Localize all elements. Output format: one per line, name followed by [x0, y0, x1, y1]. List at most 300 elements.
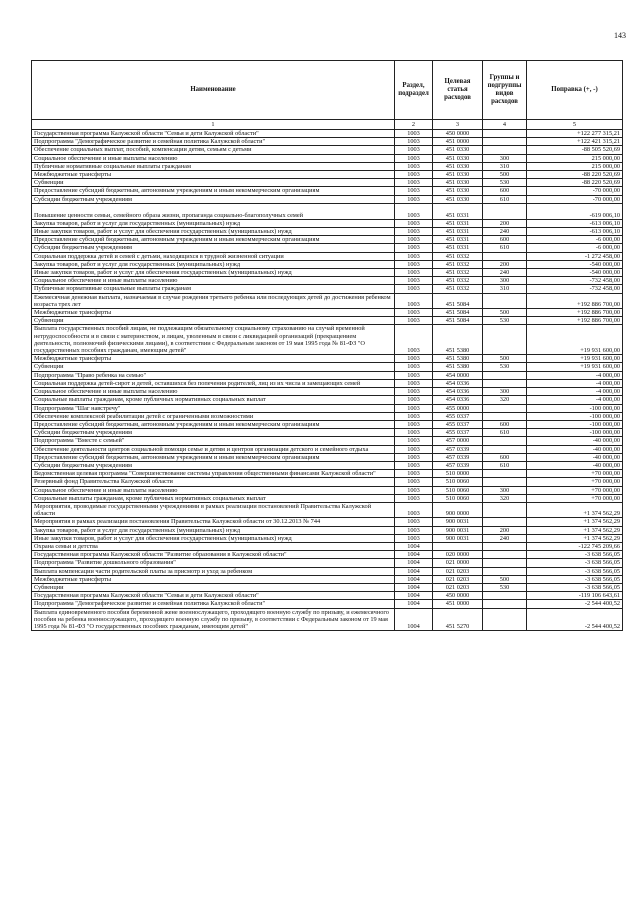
- row-name-cell: Выплата компенсации части родительской платы за присмотр и уход за ребенком: [32, 567, 395, 575]
- row-amount-cell: +1 374 562,29: [527, 534, 623, 542]
- row-name-cell: Резервный фонд Правительства Калужской области: [32, 478, 395, 486]
- row-section-cell: 1003: [395, 429, 433, 437]
- table-row: [32, 486, 623, 494]
- row-target-cell: 510 0060: [433, 478, 483, 486]
- row-name-cell: Подпрограмма "Демографическое развитие и семейная политика Калужской области": [32, 138, 395, 146]
- row-target-cell: 451 0330: [433, 154, 483, 162]
- table-row: [32, 325, 623, 355]
- row-group-cell: 600: [483, 420, 527, 428]
- header-number: 3: [433, 120, 483, 130]
- table-row: [32, 542, 623, 550]
- row-amount-cell: -732 458,00: [527, 277, 623, 285]
- row-name-cell: Социальное обеспечение и иные выплаты населению: [32, 486, 395, 494]
- row-section-cell: 1003: [395, 236, 433, 244]
- row-name-cell: Выплата единовременного пособия беременной жене военнослужащего, проходящего военную службу по призыву, и ежемесячного пособия на ребенка военнослужащего, проходящего военную службу по призыву, в соответствии с Федеральным законом от 19 мая 1995 года № 81-ФЗ "О государственных пособиях гражданам, имеющим детей": [32, 608, 395, 631]
- row-amount-cell: -3 638 566,05: [527, 575, 623, 583]
- row-name-cell: Предоставление субсидий бюджетным, автономным учреждениям и иным некоммерческим организациям: [32, 420, 395, 428]
- row-section-cell: 1003: [395, 502, 433, 517]
- row-section-cell: 1003: [395, 228, 433, 236]
- row-amount-cell: -4 000,00: [527, 371, 623, 379]
- row-amount-cell: -540 000,00: [527, 269, 623, 277]
- table-row: [32, 437, 623, 445]
- row-target-cell: 451 0332: [433, 285, 483, 293]
- row-name-cell: Субвенции: [32, 317, 395, 325]
- table-row: [32, 551, 623, 559]
- row-section-cell: 1004: [395, 567, 433, 575]
- row-name-cell: Ведомственная целевая программа "Совершенствование системы управления общественными финансами Калужской области": [32, 470, 395, 478]
- row-group-cell: [483, 203, 527, 219]
- row-amount-cell: +192 886 700,00: [527, 317, 623, 325]
- table-row: [32, 478, 623, 486]
- header-amount: Поправка (+, -): [527, 61, 623, 120]
- row-section-cell: 1003: [395, 187, 433, 195]
- row-group-cell: 500: [483, 355, 527, 363]
- row-name-cell: Мероприятия в рамках реализации постановления Правительства Калужской области от 30.12.2013 № 744: [32, 518, 395, 526]
- table-row: [32, 559, 623, 567]
- row-group-cell: 500: [483, 171, 527, 179]
- row-target-cell: 451 0331: [433, 219, 483, 227]
- row-section-cell: 1003: [395, 219, 433, 227]
- row-name-cell: Социальное обеспечение и иные выплаты населению: [32, 277, 395, 285]
- row-name-cell: Предоставление субсидий бюджетным, автономным учреждениям и иным некоммерческим организациям: [32, 453, 395, 461]
- row-amount-cell: +1 374 562,29: [527, 518, 623, 526]
- row-section-cell: 1003: [395, 260, 433, 268]
- row-name-cell: Межбюджетные трансферты: [32, 309, 395, 317]
- row-section-cell: 1003: [395, 396, 433, 404]
- row-name-cell: Субсидии бюджетным учреждениям: [32, 195, 395, 203]
- row-section-cell: 1004: [395, 542, 433, 550]
- row-section-cell: 1003: [395, 534, 433, 542]
- row-amount-cell: -70 000,00: [527, 195, 623, 203]
- row-target-cell: 454 0336: [433, 388, 483, 396]
- row-target-cell: 451 0330: [433, 195, 483, 203]
- header-target: Целевая статья расходов: [433, 61, 483, 120]
- table-row: [32, 179, 623, 187]
- row-group-cell: 240: [483, 534, 527, 542]
- row-group-cell: [483, 325, 527, 355]
- table-row: [32, 518, 623, 526]
- row-name-cell: Социальное обеспечение и иные выплаты населению: [32, 154, 395, 162]
- row-group-cell: 500: [483, 309, 527, 317]
- row-name-cell: Обеспечение деятельности центров социальной помощи семье и детям и центров организации детского и семейного отдыха: [32, 445, 395, 453]
- row-group-cell: 300: [483, 277, 527, 285]
- row-target-cell: 451 0331: [433, 228, 483, 236]
- row-group-cell: 240: [483, 228, 527, 236]
- row-target-cell: 451 5270: [433, 608, 483, 631]
- table-row: [32, 461, 623, 469]
- table-row: [32, 154, 623, 162]
- row-amount-cell: +19 931 600,00: [527, 363, 623, 371]
- row-name-cell: Социальная поддержка детей-сирот и детей, оставшихся без попечения родителей, лиц из их числа и замещающих семей: [32, 379, 395, 387]
- row-section-cell: 1003: [395, 388, 433, 396]
- row-amount-cell: -6 000,00: [527, 244, 623, 252]
- row-amount-cell: -100 000,00: [527, 412, 623, 420]
- table-row: [32, 592, 623, 600]
- row-name-cell: Ежемесячная денежная выплата, назначаемая в случае рождения третьего ребенка или последующих детей до достижения ребенком возраста трех лет: [32, 293, 395, 308]
- row-group-cell: [483, 404, 527, 412]
- row-amount-cell: -70 000,00: [527, 187, 623, 195]
- table-row: [32, 379, 623, 387]
- row-target-cell: 451 0332: [433, 269, 483, 277]
- row-section-cell: 1003: [395, 325, 433, 355]
- row-group-cell: 530: [483, 363, 527, 371]
- row-section-cell: 1004: [395, 583, 433, 591]
- row-group-cell: 610: [483, 195, 527, 203]
- table-row: [32, 252, 623, 260]
- row-amount-cell: +70 000,00: [527, 470, 623, 478]
- row-name-cell: Субвенции: [32, 179, 395, 187]
- row-amount-cell: +122 277 315,21: [527, 130, 623, 138]
- row-group-cell: [483, 379, 527, 387]
- row-name-cell: Иные закупки товаров, работ и услуг для обеспечения государственных (муниципальных) нужд: [32, 534, 395, 542]
- row-group-cell: [483, 445, 527, 453]
- row-section-cell: 1003: [395, 252, 433, 260]
- row-name-cell: Закупка товаров, работ и услуг для государственных (муниципальных) нужд: [32, 260, 395, 268]
- row-target-cell: 455 0337: [433, 412, 483, 420]
- row-amount-cell: +1 374 562,29: [527, 502, 623, 517]
- row-section-cell: 1003: [395, 355, 433, 363]
- table-row: [32, 219, 623, 227]
- table-row: [32, 534, 623, 542]
- table-body: [32, 130, 623, 631]
- row-group-cell: [483, 371, 527, 379]
- row-amount-cell: -40 000,00: [527, 453, 623, 461]
- row-section-cell: 1003: [395, 404, 433, 412]
- table-row: [32, 355, 623, 363]
- table-row: [32, 317, 623, 325]
- row-section-cell: 1003: [395, 363, 433, 371]
- row-group-cell: 200: [483, 260, 527, 268]
- table-row: [32, 396, 623, 404]
- table-row: [32, 309, 623, 317]
- header-section: Раздел, подраздел: [395, 61, 433, 120]
- row-group-cell: [483, 542, 527, 550]
- row-section-cell: 1003: [395, 162, 433, 170]
- table-row: [32, 575, 623, 583]
- row-amount-cell: +19 931 600,00: [527, 325, 623, 355]
- row-target-cell: 457 0339: [433, 445, 483, 453]
- row-group-cell: [483, 551, 527, 559]
- row-section-cell: 1003: [395, 203, 433, 219]
- row-name-cell: Иные закупки товаров, работ и услуг для обеспечения государственных (муниципальных) нужд: [32, 269, 395, 277]
- row-section-cell: 1003: [395, 379, 433, 387]
- table-row: [32, 445, 623, 453]
- row-target-cell: 451 5084: [433, 317, 483, 325]
- row-section-cell: 1003: [395, 470, 433, 478]
- row-section-cell: 1003: [395, 494, 433, 502]
- row-group-cell: [483, 592, 527, 600]
- row-amount-cell: -88 220 520,69: [527, 171, 623, 179]
- row-target-cell: 451 0331: [433, 203, 483, 219]
- row-target-cell: 510 0060: [433, 486, 483, 494]
- row-amount-cell: -613 006,10: [527, 228, 623, 236]
- table-row: [32, 420, 623, 428]
- row-group-cell: [483, 478, 527, 486]
- row-target-cell: 455 0000: [433, 404, 483, 412]
- row-target-cell: 451 0332: [433, 277, 483, 285]
- table-row: [32, 429, 623, 437]
- header-number: 5: [527, 120, 623, 130]
- row-amount-cell: +70 000,00: [527, 494, 623, 502]
- row-target-cell: 451 0330: [433, 162, 483, 170]
- row-group-cell: 610: [483, 244, 527, 252]
- row-target-cell: 451 0330: [433, 171, 483, 179]
- table-row: [32, 470, 623, 478]
- row-section-cell: 1004: [395, 592, 433, 600]
- header-number: 1: [32, 120, 395, 130]
- row-target-cell: 451 0330: [433, 146, 483, 154]
- table-row: [32, 583, 623, 591]
- row-group-cell: [483, 252, 527, 260]
- row-target-cell: 021 0203: [433, 575, 483, 583]
- row-target-cell: 020 0000: [433, 551, 483, 559]
- row-group-cell: 320: [483, 494, 527, 502]
- row-amount-cell: -88 220 520,69: [527, 179, 623, 187]
- row-amount-cell: -3 638 566,05: [527, 551, 623, 559]
- row-group-cell: [483, 518, 527, 526]
- row-section-cell: 1003: [395, 130, 433, 138]
- table-row: [32, 228, 623, 236]
- table-row: [32, 285, 623, 293]
- row-name-cell: Подпрограмма "Развитие дошкольного образования": [32, 559, 395, 567]
- row-section-cell: 1004: [395, 608, 433, 631]
- row-target-cell: 454 0336: [433, 379, 483, 387]
- row-section-cell: 1003: [395, 420, 433, 428]
- row-section-cell: 1003: [395, 518, 433, 526]
- table-row: [32, 171, 623, 179]
- row-amount-cell: -619 006,10: [527, 203, 623, 219]
- row-amount-cell: -6 000,00: [527, 236, 623, 244]
- row-name-cell: Повышение ценности семьи, семейного образа жизни, пропаганда социально-благополучных семей: [32, 203, 395, 219]
- row-amount-cell: -2 544 400,52: [527, 608, 623, 631]
- row-name-cell: Субвенции: [32, 583, 395, 591]
- row-group-cell: 320: [483, 396, 527, 404]
- header-name: Наименование: [32, 61, 395, 120]
- page-number: 143: [614, 31, 626, 40]
- row-target-cell: 457 0339: [433, 461, 483, 469]
- table-row: [32, 203, 623, 219]
- row-target-cell: 900 0000: [433, 502, 483, 517]
- row-name-cell: Иные закупки товаров, работ и услуг для обеспечения государственных (муниципальных) нужд: [32, 228, 395, 236]
- row-name-cell: Социальная поддержка детей и семей с детьми, находящихся в трудной жизненной ситуации: [32, 252, 395, 260]
- row-target-cell: 900 0031: [433, 526, 483, 534]
- header-group: Группы и подгруппы видов расходов: [483, 61, 527, 120]
- row-name-cell: Государственная программа Калужской области "Развитие образования в Калужской области": [32, 551, 395, 559]
- table-row: [32, 236, 623, 244]
- table-row: [32, 494, 623, 502]
- row-name-cell: Социальные выплаты гражданам, кроме публичных нормативных социальных выплат: [32, 396, 395, 404]
- row-name-cell: Выплата государственных пособий лицам, не подлежащим обязательному социальному страхованию на случай временной нетрудоспособности и в связи с материнством, и лицам, уволенным в связи с ликвидацией организаций (прекращением деятельности, полномочий физическими лицами), в соответствии с Федеральным законом от 19 мая 1995 года № 81-ФЗ "О государственных пособиях гражданам, имеющим детей": [32, 325, 395, 355]
- row-target-cell: 451 0332: [433, 252, 483, 260]
- row-group-cell: 310: [483, 162, 527, 170]
- row-amount-cell: -3 638 566,05: [527, 567, 623, 575]
- row-section-cell: 1003: [395, 293, 433, 308]
- row-section-cell: 1003: [395, 461, 433, 469]
- row-amount-cell: -4 000,00: [527, 379, 623, 387]
- row-name-cell: Социальное обеспечение и иные выплаты населению: [32, 388, 395, 396]
- row-target-cell: 454 0000: [433, 371, 483, 379]
- row-amount-cell: -1 272 458,00: [527, 252, 623, 260]
- table-header-row: [32, 61, 623, 120]
- row-group-cell: 600: [483, 453, 527, 461]
- row-amount-cell: +192 886 700,00: [527, 309, 623, 317]
- row-group-cell: 610: [483, 429, 527, 437]
- row-name-cell: Предоставление субсидий бюджетным, автономным учреждениям и иным некоммерческим организациям: [32, 236, 395, 244]
- row-amount-cell: 215 000,00: [527, 162, 623, 170]
- row-amount-cell: -613 006,10: [527, 219, 623, 227]
- row-amount-cell: +70 000,00: [527, 478, 623, 486]
- row-name-cell: Публичные нормативные социальные выплаты гражданам: [32, 162, 395, 170]
- row-amount-cell: -40 000,00: [527, 445, 623, 453]
- row-target-cell: 451 0332: [433, 260, 483, 268]
- row-name-cell: Закупка товаров, работ и услуг для государственных (муниципальных) нужд: [32, 219, 395, 227]
- table-row: [32, 244, 623, 252]
- row-group-cell: [483, 412, 527, 420]
- row-target-cell: 451 0000: [433, 138, 483, 146]
- row-target-cell: 900 0031: [433, 534, 483, 542]
- row-name-cell: Субвенции: [32, 363, 395, 371]
- row-amount-cell: +122 421 315,21: [527, 138, 623, 146]
- row-group-cell: 610: [483, 461, 527, 469]
- row-group-cell: 530: [483, 317, 527, 325]
- row-group-cell: [483, 146, 527, 154]
- row-section-cell: 1003: [395, 146, 433, 154]
- row-target-cell: 900 0031: [433, 518, 483, 526]
- row-group-cell: [483, 559, 527, 567]
- row-section-cell: 1003: [395, 371, 433, 379]
- row-group-cell: [483, 470, 527, 478]
- row-name-cell: Подпрограмма "Демографическое развитие и семейная политика Калужской области": [32, 600, 395, 608]
- table-row: [32, 388, 623, 396]
- row-name-cell: Публичные нормативные социальные выплаты гражданам: [32, 285, 395, 293]
- table-row: [32, 269, 623, 277]
- header-number: 2: [395, 120, 433, 130]
- row-section-cell: 1004: [395, 551, 433, 559]
- table-row: [32, 195, 623, 203]
- table-row: [32, 371, 623, 379]
- table-row: [32, 293, 623, 308]
- row-amount-cell: +19 931 600,00: [527, 355, 623, 363]
- row-target-cell: 455 0337: [433, 429, 483, 437]
- table-row: [32, 453, 623, 461]
- table-row: [32, 502, 623, 517]
- row-group-cell: 300: [483, 388, 527, 396]
- row-amount-cell: -2 544 400,52: [527, 600, 623, 608]
- row-name-cell: Подпрограмма "Шаг навстречу": [32, 404, 395, 412]
- row-target-cell: 451 5380: [433, 355, 483, 363]
- row-amount-cell: +70 000,00: [527, 486, 623, 494]
- row-section-cell: 1003: [395, 277, 433, 285]
- row-group-cell: 300: [483, 486, 527, 494]
- row-group-cell: 530: [483, 583, 527, 591]
- row-target-cell: 510 0060: [433, 494, 483, 502]
- row-amount-cell: +1 374 562,29: [527, 526, 623, 534]
- row-amount-cell: -100 000,00: [527, 420, 623, 428]
- row-group-cell: [483, 138, 527, 146]
- row-target-cell: 451 0331: [433, 236, 483, 244]
- row-amount-cell: -119 106 643,61: [527, 592, 623, 600]
- table-row: [32, 412, 623, 420]
- row-name-cell: Межбюджетные трансферты: [32, 575, 395, 583]
- row-target-cell: 451 5084: [433, 293, 483, 308]
- row-section-cell: 1003: [395, 309, 433, 317]
- row-target-cell: 451 5084: [433, 309, 483, 317]
- row-amount-cell: -732 458,00: [527, 285, 623, 293]
- row-amount-cell: -122 745 209,66: [527, 542, 623, 550]
- row-name-cell: Субсидии бюджетным учреждениям: [32, 461, 395, 469]
- row-section-cell: 1003: [395, 154, 433, 162]
- row-amount-cell: -40 000,00: [527, 461, 623, 469]
- table-row: [32, 608, 623, 631]
- row-name-cell: Субсидии бюджетным учреждениям: [32, 244, 395, 252]
- row-group-cell: [483, 608, 527, 631]
- row-name-cell: Подпрограмма "Право ребенка на семью": [32, 371, 395, 379]
- row-amount-cell: -4 000,00: [527, 396, 623, 404]
- row-section-cell: 1003: [395, 195, 433, 203]
- row-target-cell: 021 0203: [433, 567, 483, 575]
- row-target-cell: 451 0330: [433, 187, 483, 195]
- row-section-cell: 1003: [395, 412, 433, 420]
- row-amount-cell: -100 000,00: [527, 429, 623, 437]
- table-row: [32, 363, 623, 371]
- row-section-cell: 1004: [395, 559, 433, 567]
- row-target-cell: 451 5380: [433, 325, 483, 355]
- table-row: [32, 187, 623, 195]
- table-row: [32, 130, 623, 138]
- row-section-cell: 1003: [395, 179, 433, 187]
- row-target-cell: 510 0000: [433, 470, 483, 478]
- row-group-cell: 500: [483, 575, 527, 583]
- row-group-cell: [483, 502, 527, 517]
- row-target-cell: 021 0203: [433, 583, 483, 591]
- row-target-cell: [433, 542, 483, 550]
- row-section-cell: 1003: [395, 445, 433, 453]
- row-target-cell: 457 0000: [433, 437, 483, 445]
- row-amount-cell: -88 505 520,69: [527, 146, 623, 154]
- row-group-cell: 240: [483, 269, 527, 277]
- row-section-cell: 1004: [395, 575, 433, 583]
- row-group-cell: [483, 293, 527, 308]
- row-name-cell: Предоставление субсидий бюджетным, автономным учреждениям и иным некоммерческим организациям: [32, 187, 395, 195]
- table-row: [32, 138, 623, 146]
- row-target-cell: 457 0339: [433, 453, 483, 461]
- row-name-cell: Государственная программа Калужской области "Семья и дети Калужской области": [32, 592, 395, 600]
- row-name-cell: Мероприятия, проводимые государственными учреждениями в рамках реализации постановлений Правительства Калужской области: [32, 502, 395, 517]
- row-name-cell: Государственная программа Калужской области "Семья и дети Калужской области": [32, 130, 395, 138]
- row-target-cell: 450 0000: [433, 592, 483, 600]
- row-section-cell: 1003: [395, 138, 433, 146]
- row-group-cell: 600: [483, 236, 527, 244]
- budget-amendments-table: [31, 60, 623, 631]
- row-section-cell: 1003: [395, 526, 433, 534]
- row-group-cell: 200: [483, 219, 527, 227]
- row-name-cell: Социальные выплаты гражданам, кроме публичных нормативных социальных выплат: [32, 494, 395, 502]
- table-row: [32, 162, 623, 170]
- row-amount-cell: -4 000,00: [527, 388, 623, 396]
- row-group-cell: [483, 437, 527, 445]
- header-number: 4: [483, 120, 527, 130]
- row-section-cell: 1004: [395, 600, 433, 608]
- row-section-cell: 1003: [395, 486, 433, 494]
- row-target-cell: 455 0337: [433, 420, 483, 428]
- row-amount-cell: -540 000,00: [527, 260, 623, 268]
- row-name-cell: Охрана семьи и детства: [32, 542, 395, 550]
- row-group-cell: [483, 130, 527, 138]
- row-amount-cell: 215 000,00: [527, 154, 623, 162]
- row-section-cell: 1003: [395, 244, 433, 252]
- row-amount-cell: -40 000,00: [527, 437, 623, 445]
- row-target-cell: 451 0000: [433, 600, 483, 608]
